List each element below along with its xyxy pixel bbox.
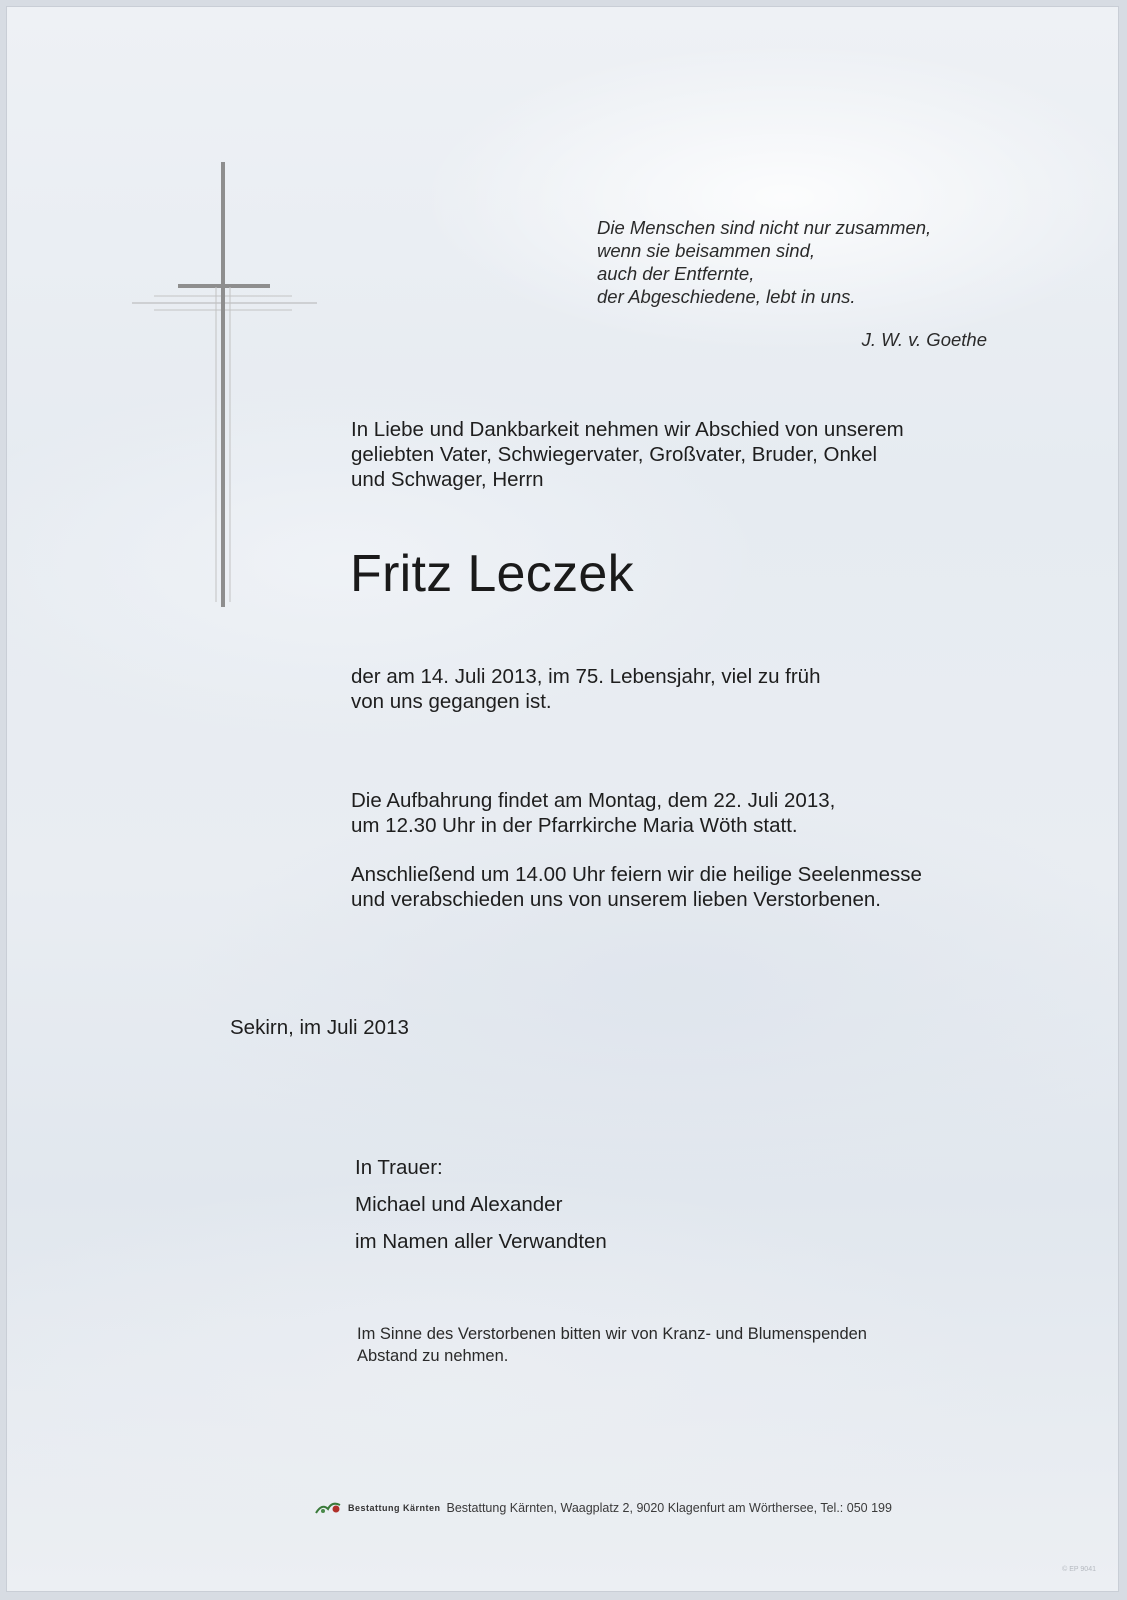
viewing-line: um 12.30 Uhr in der Pfarrkirche Maria Wöth statt. <box>351 814 798 837</box>
death-notice-line: von uns gegangen ist. <box>351 690 552 713</box>
death-notice-line: der am 14. Juli 2013, im 75. Lebensjahr, viel zu früh <box>351 665 821 688</box>
footer <box>314 1499 892 1517</box>
place-date: Sekirn, im Juli 2013 <box>230 1016 409 1039</box>
deceased-name: Fritz Leczek <box>350 545 634 603</box>
mass-line: und verabschieden uns von unserem lieben Verstorbenen. <box>351 888 881 911</box>
mourners <box>355 1149 607 1260</box>
intro-text <box>351 417 1071 492</box>
flower-request <box>357 1323 867 1367</box>
viewing-line: Die Aufbahrung findet am Montag, dem 22. Juli 2013, <box>351 789 836 812</box>
mourners-line: In Trauer: <box>355 1156 443 1179</box>
footer-address: Bestattung Kärnten, Waagplatz 2, 9020 Klagenfurt am Wörthersee, Tel.: 050 199 <box>446 1501 892 1515</box>
death-notice <box>351 664 821 714</box>
intro-line: und Schwager, Herrn <box>351 468 544 491</box>
request-line: Abstand zu nehmen. <box>357 1347 509 1365</box>
intro-line: In Liebe und Dankbarkeit nehmen wir Abschied von unserem <box>351 418 904 441</box>
cross-icon <box>132 162 317 607</box>
intro-line: geliebten Vater, Schwiegervater, Großvater, Bruder, Onkel <box>351 443 878 466</box>
quote-line: der Abgeschiedene, lebt in uns. <box>597 286 856 307</box>
request-line: Im Sinne des Verstorbenen bitten wir von Kranz- und Blumenspenden <box>357 1325 867 1343</box>
mourners-line: im Namen aller Verwandten <box>355 1230 607 1253</box>
mourners-line: Michael und Alexander <box>355 1193 563 1216</box>
logo-text: Bestattung Kärnten <box>348 1503 441 1513</box>
mass-line: Anschließend um 14.00 Uhr feiern wir die heilige Seelenmesse <box>351 863 922 886</box>
obituary-page <box>6 6 1119 1592</box>
mass-info <box>351 862 922 912</box>
bestattung-logo <box>314 1499 441 1517</box>
goethe-quote <box>597 216 1017 308</box>
quote-line: Die Menschen sind nicht nur zusammen, <box>597 217 932 238</box>
quote-author: J. W. v. Goethe <box>861 329 987 350</box>
corner-code: © EP 9041 <box>1062 1566 1096 1573</box>
viewing-info <box>351 788 835 838</box>
quote-line: wenn sie beisammen sind, <box>597 240 815 261</box>
bestattung-logo-icon <box>314 1499 344 1517</box>
quote-line: auch der Entfernte, <box>597 263 755 284</box>
